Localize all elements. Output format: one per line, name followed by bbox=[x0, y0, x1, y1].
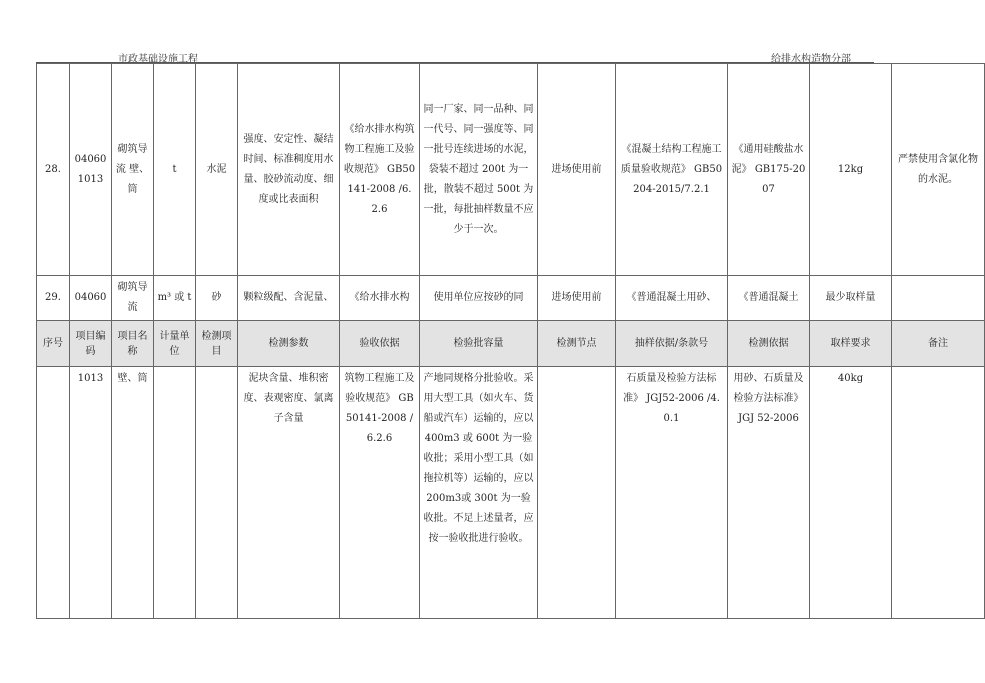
header-section-title: 给排水构造物分部 bbox=[771, 54, 851, 65]
inspection-table bbox=[36, 63, 985, 619]
cell-seq: 28. bbox=[37, 64, 70, 276]
cell-unit: t bbox=[154, 64, 196, 276]
cell-remark: 严禁使用含氯化物的水泥。 bbox=[892, 64, 985, 276]
col-header-batch: 检验批容量 bbox=[420, 321, 538, 367]
col-header-name: 项目名称 bbox=[112, 321, 154, 367]
cell-basis: 《给水排水构 bbox=[340, 276, 420, 321]
cell-sampling: 《混凝土结构工程施工质量验收规范》 GB50204-2015/7.2.1 bbox=[616, 64, 728, 276]
cell-sampling: 《普通混凝土用砂、 bbox=[616, 276, 728, 321]
cell-req: 40kg bbox=[810, 367, 892, 619]
table-header-row bbox=[37, 321, 985, 367]
cell-remark bbox=[892, 367, 985, 619]
col-header-req: 取样要求 bbox=[810, 321, 892, 367]
cell-unit: m³ 或 t bbox=[154, 276, 196, 321]
col-header-basis: 验收依据 bbox=[340, 321, 420, 367]
cell-remark bbox=[892, 276, 985, 321]
col-header-remark: 备注 bbox=[892, 321, 985, 367]
cell-node: 进场使用前 bbox=[538, 276, 616, 321]
cell-seq bbox=[37, 367, 70, 619]
col-header-params: 检测参数 bbox=[238, 321, 340, 367]
cell-node bbox=[538, 367, 616, 619]
table-row-28 bbox=[37, 64, 985, 276]
cell-params: 泥块含量、堆积密度、表观密度、氯离子含量 bbox=[238, 367, 340, 619]
cell-code: 04060 bbox=[70, 276, 112, 321]
cell-node: 进场使用前 bbox=[538, 64, 616, 276]
cell-req: 12kg bbox=[810, 64, 892, 276]
cell-sampling: 石质量及检验方法标准》 JGJ52-2006 /4.0.1 bbox=[616, 367, 728, 619]
cell-req: 最少取样量 bbox=[810, 276, 892, 321]
col-header-node: 检测节点 bbox=[538, 321, 616, 367]
cell-basis: 筑物工程施工及验收规范》 GB50141-2008 /6.2.6 bbox=[340, 367, 420, 619]
cell-batch: 使用单位应按砂的同 bbox=[420, 276, 538, 321]
col-header-item: 检测项目 bbox=[196, 321, 238, 367]
cell-params: 强度、安定性、凝结时间、标准稠度用水量、胶砂流动度、细度或比表面积 bbox=[238, 64, 340, 276]
cell-code: 04060 1013 bbox=[70, 64, 112, 276]
table-row-29-continuation bbox=[37, 367, 985, 619]
col-header-code: 项目编码 bbox=[70, 321, 112, 367]
cell-item: 砂 bbox=[196, 276, 238, 321]
col-header-sampling: 抽样依据/条款号 bbox=[616, 321, 728, 367]
header-project-title: 市政基础设施工程 bbox=[118, 54, 198, 65]
cell-item bbox=[196, 367, 238, 619]
col-header-unit: 计量单位 bbox=[154, 321, 196, 367]
col-header-method: 检测依据 bbox=[728, 321, 810, 367]
cell-batch: 同一厂家、同一品种、同一代号、同一强度等、同一批号连续进场的水泥，袋装不超过 200t 为一批，散装不超过 500t 为一批，每批抽样数量不应少于一次。 bbox=[420, 64, 538, 276]
cell-method: 用砂、石质量及检验方法标准》 JGJ 52-2006 bbox=[728, 367, 810, 619]
cell-name: 壁、筒 bbox=[112, 367, 154, 619]
table-row-29 bbox=[37, 276, 985, 321]
cell-method: 《普通混凝土 bbox=[728, 276, 810, 321]
cell-item: 水泥 bbox=[196, 64, 238, 276]
cell-batch: 产地同规格分批验收。采用大型工具（如火车、货船或汽车）运输的，应以 400m3 或 600t 为一验收批；采用小型工具（如拖拉机等）运输的，应以 200m3或 300t 为一验收批。不足上述量者，应按一验收批进行验收。 bbox=[420, 367, 538, 619]
cell-method: 《通用硅酸盐水泥》 GB175-2007 bbox=[728, 64, 810, 276]
cell-name: 砌筑导流 壁、筒 bbox=[112, 64, 154, 276]
cell-seq: 29. bbox=[37, 276, 70, 321]
col-header-seq: 序号 bbox=[37, 321, 70, 367]
cell-unit bbox=[154, 367, 196, 619]
cell-code: 1013 bbox=[70, 367, 112, 619]
cell-params: 颗粒级配、含泥量、 bbox=[238, 276, 340, 321]
cell-basis: 《给水排水构筑物工程施工及验收规范》 GB50141-2008 /6.2.6 bbox=[340, 64, 420, 276]
cell-name: 砌筑导流 bbox=[112, 276, 154, 321]
